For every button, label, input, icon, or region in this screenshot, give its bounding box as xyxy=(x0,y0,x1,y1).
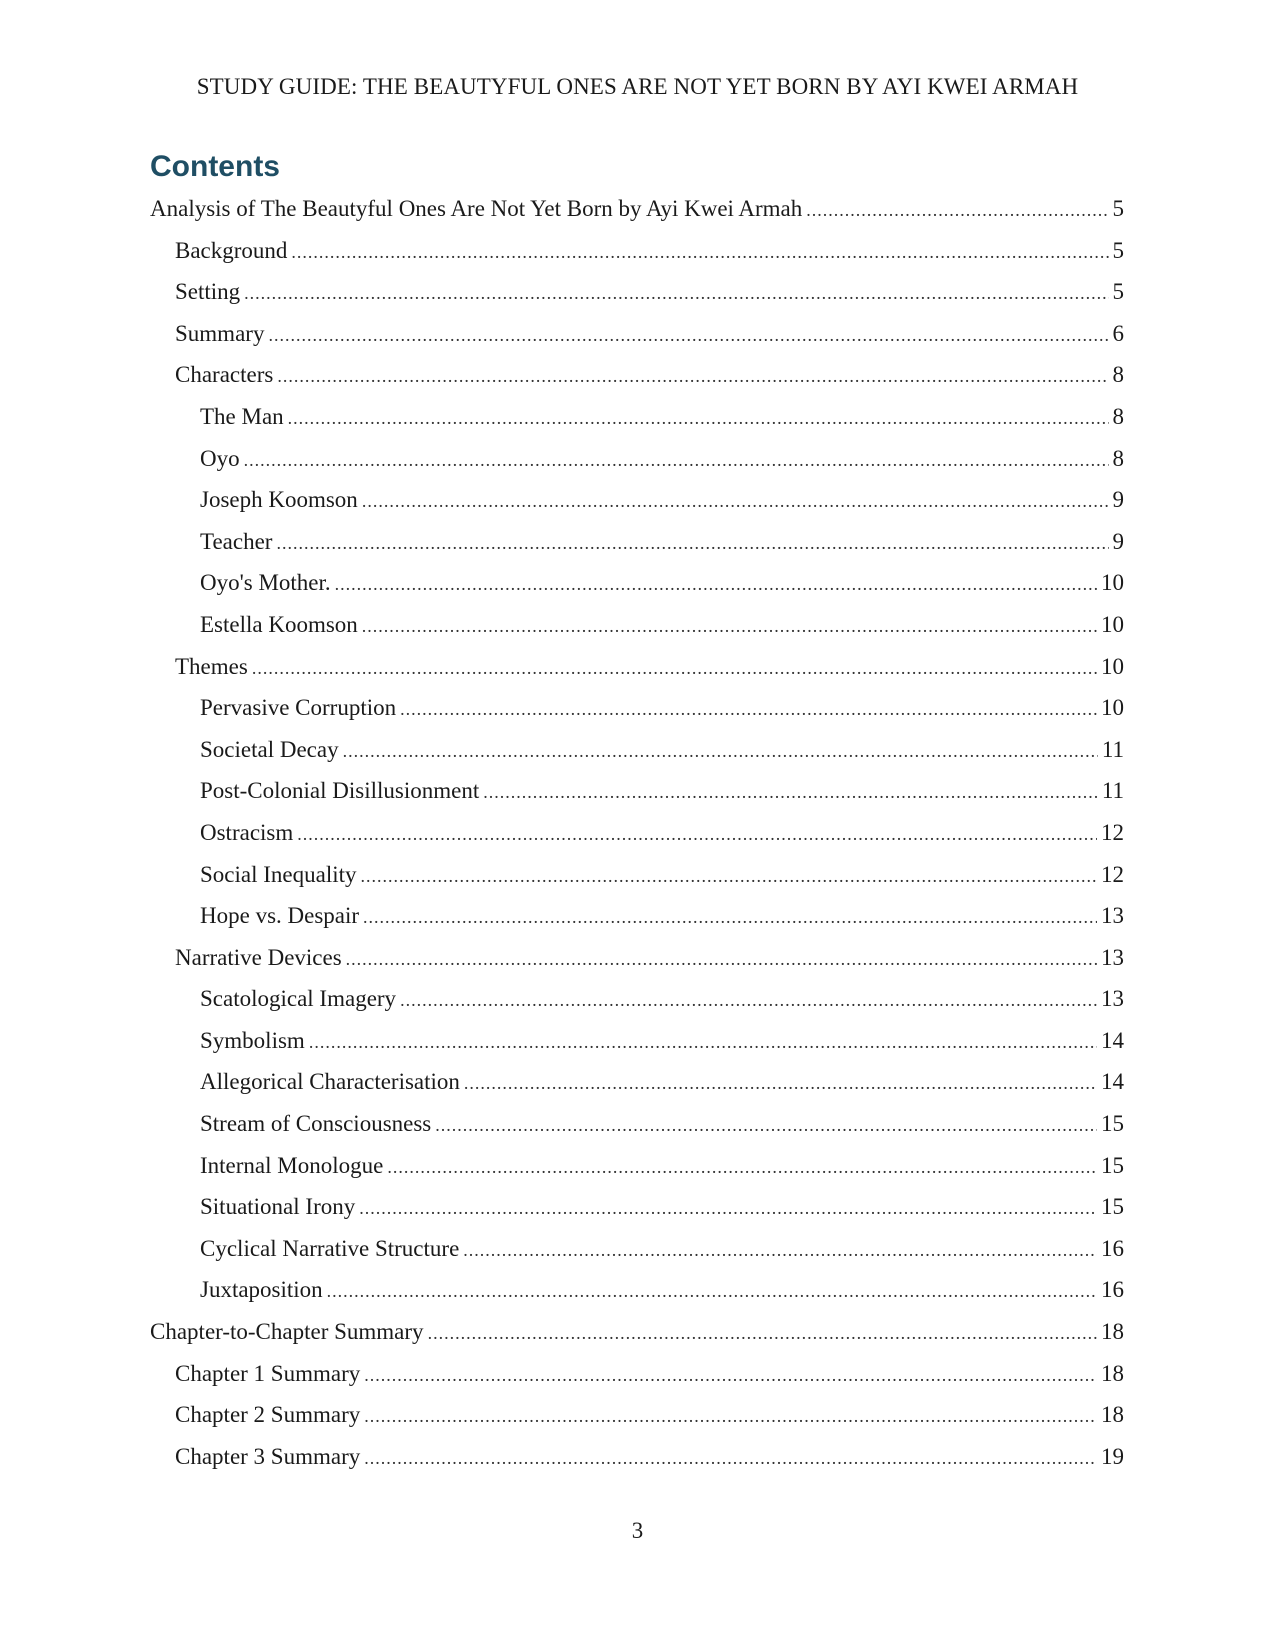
toc-entry-title: Allegorical Characterisation xyxy=(200,1069,460,1095)
toc-entry-page-number: 5 xyxy=(1112,196,1124,221)
toc-dot-leader xyxy=(291,232,1108,274)
toc-entry-page-number: 13 xyxy=(1101,944,1124,970)
toc-entry-title: Chapter 1 Summary xyxy=(175,1360,361,1386)
toc-entry-title: Post-Colonial Disillusionment xyxy=(200,778,480,804)
toc-dot-leader xyxy=(244,273,1108,315)
toc-entry-page-number: 14 xyxy=(1101,1027,1124,1053)
running-header: STUDY GUIDE: THE BEAUTYFUL ONES ARE NOT YET BORN BY AYI KWEI ARMAH xyxy=(196,74,1079,99)
toc-entry[interactable] xyxy=(150,521,1124,563)
toc-entry[interactable] xyxy=(150,1436,1124,1478)
toc-dot-leader xyxy=(335,564,1097,606)
toc-dot-leader xyxy=(268,315,1108,357)
toc-entry[interactable] xyxy=(150,895,1124,937)
toc-entry[interactable] xyxy=(150,1228,1124,1270)
toc-entry-title: Teacher xyxy=(200,528,273,554)
toc-entry-page-number: 10 xyxy=(1101,653,1124,679)
toc-entry[interactable] xyxy=(150,687,1124,729)
toc-dot-leader xyxy=(359,1188,1097,1230)
toc-dot-leader xyxy=(362,481,1109,523)
toc-entry-page-number: 5 xyxy=(1112,279,1124,305)
toc-entry-page-number: 18 xyxy=(1101,1319,1124,1345)
toc-entry-title: Situational Irony xyxy=(200,1194,356,1220)
toc-dot-leader xyxy=(297,814,1097,856)
toc-entry[interactable] xyxy=(150,313,1124,355)
toc-entry-page-number: 12 xyxy=(1101,819,1124,845)
toc-entry[interactable] xyxy=(150,978,1124,1020)
toc-entry-title: Background xyxy=(175,237,288,263)
toc-entry[interactable] xyxy=(150,1394,1124,1436)
toc-entry-title: Ostracism xyxy=(200,819,294,845)
toc-dot-leader xyxy=(364,1438,1097,1480)
toc-entry-title: Themes xyxy=(175,653,248,679)
toc-entry-page-number: 13 xyxy=(1101,903,1124,929)
toc-dot-leader xyxy=(362,606,1097,648)
toc-entry[interactable] xyxy=(150,479,1124,521)
toc-entry-title: Hope vs. Despair xyxy=(200,903,360,929)
toc-entry-page-number: 15 xyxy=(1101,1152,1124,1178)
toc-dot-leader xyxy=(252,648,1097,690)
toc-entry-title: Societal Decay xyxy=(200,736,339,762)
toc-entry-title: Social Inequality xyxy=(200,861,357,887)
toc-dot-leader xyxy=(346,939,1097,981)
table-of-contents xyxy=(150,188,1124,1477)
toc-entry-page-number: 18 xyxy=(1101,1360,1124,1386)
toc-entry[interactable] xyxy=(150,1061,1124,1103)
toc-entry-title: Chapter 2 Summary xyxy=(175,1402,361,1428)
toc-dot-leader xyxy=(387,1147,1097,1189)
toc-dot-leader xyxy=(364,1396,1097,1438)
toc-heading: Contents xyxy=(150,150,280,183)
toc-entry[interactable] xyxy=(150,271,1124,313)
toc-entry[interactable] xyxy=(150,1103,1124,1145)
toc-entry-page-number: 18 xyxy=(1101,1402,1124,1428)
toc-dot-leader xyxy=(400,689,1097,731)
toc-entry-title: The Man xyxy=(200,403,284,429)
toc-entry-page-number: 10 xyxy=(1101,695,1124,721)
toc-dot-leader xyxy=(400,980,1097,1022)
toc-entry-page-number: 11 xyxy=(1101,736,1124,762)
toc-entry-page-number: 8 xyxy=(1112,362,1124,388)
toc-dot-leader xyxy=(343,731,1098,773)
toc-dot-leader xyxy=(288,398,1109,440)
toc-entry-title: Pervasive Corruption xyxy=(200,695,397,721)
toc-dot-leader xyxy=(364,1355,1097,1397)
toc-entry-title: Scatological Imagery xyxy=(200,986,397,1012)
toc-entry[interactable] xyxy=(150,646,1124,688)
toc-dot-leader xyxy=(309,1022,1097,1064)
toc-entry-title: Joseph Koomson xyxy=(200,487,358,513)
toc-entry[interactable] xyxy=(150,1269,1124,1311)
toc-entry-page-number: 16 xyxy=(1101,1277,1124,1303)
toc-entry-title: Symbolism xyxy=(200,1027,305,1053)
toc-entry-page-number: 11 xyxy=(1101,778,1124,804)
toc-entry-title: Oyo xyxy=(200,445,240,471)
toc-entry-page-number: 5 xyxy=(1112,237,1124,263)
toc-entry[interactable] xyxy=(150,1311,1124,1353)
toc-dot-leader xyxy=(277,356,1108,398)
toc-entry-page-number: 8 xyxy=(1112,445,1124,471)
toc-entry-page-number: 13 xyxy=(1101,986,1124,1012)
toc-entry[interactable] xyxy=(150,188,1124,230)
toc-entry[interactable] xyxy=(150,396,1124,438)
toc-dot-leader xyxy=(463,1230,1097,1272)
toc-entry[interactable] xyxy=(150,438,1124,480)
toc-entry-page-number: 9 xyxy=(1112,487,1124,513)
toc-dot-leader xyxy=(244,440,1109,482)
toc-entry[interactable] xyxy=(150,562,1124,604)
toc-entry-page-number: 15 xyxy=(1101,1111,1124,1137)
toc-dot-leader xyxy=(435,1105,1097,1147)
toc-entry-title: Chapter-to-Chapter Summary xyxy=(150,1319,424,1345)
toc-entry-title: Internal Monologue xyxy=(200,1152,384,1178)
toc-entry-title: Juxtaposition xyxy=(200,1277,323,1303)
toc-entry-page-number: 9 xyxy=(1112,528,1124,554)
toc-entry-page-number: 19 xyxy=(1101,1443,1124,1469)
toc-entry[interactable] xyxy=(150,1145,1124,1187)
toc-entry-page-number: 12 xyxy=(1101,861,1124,887)
toc-entry-page-number: 16 xyxy=(1101,1235,1124,1261)
toc-entry[interactable] xyxy=(150,1020,1124,1062)
toc-dot-leader xyxy=(327,1271,1097,1313)
toc-entry-title: Characters xyxy=(175,362,274,388)
toc-dot-leader xyxy=(276,523,1108,565)
toc-dot-leader xyxy=(363,897,1097,939)
toc-entry[interactable] xyxy=(150,604,1124,646)
toc-entry-page-number: 6 xyxy=(1112,320,1124,346)
toc-entry-title: Estella Koomson xyxy=(200,611,358,637)
toc-dot-leader xyxy=(428,1313,1097,1355)
toc-entry[interactable] xyxy=(150,770,1124,812)
toc-entry-page-number: 8 xyxy=(1112,403,1124,429)
toc-entry-page-number: 14 xyxy=(1101,1069,1124,1095)
toc-entry-title: Chapter 3 Summary xyxy=(175,1443,361,1469)
toc-entry-title: Narrative Devices xyxy=(175,944,342,970)
toc-entry-page-number: 15 xyxy=(1101,1194,1124,1220)
toc-entry[interactable] xyxy=(150,1186,1124,1228)
toc-dot-leader xyxy=(361,856,1098,898)
toc-dot-leader xyxy=(483,772,1098,814)
toc-dot-leader xyxy=(806,190,1108,232)
toc-entry-title: Analysis of The Beautyful Ones Are Not Yet Born by Ayi Kwei Armah xyxy=(150,196,803,221)
toc-entry-title: Oyo's Mother. xyxy=(200,570,331,596)
toc-entry-title: Setting xyxy=(175,279,241,305)
toc-entry[interactable] xyxy=(150,854,1124,896)
toc-entry[interactable] xyxy=(150,937,1124,979)
toc-entry[interactable] xyxy=(150,354,1124,396)
toc-entry-page-number: 10 xyxy=(1101,570,1124,596)
toc-dot-leader xyxy=(464,1063,1097,1105)
toc-entry[interactable] xyxy=(150,812,1124,854)
toc-entry-title: Stream of Consciousness xyxy=(200,1111,432,1137)
toc-entry-title: Cyclical Narrative Structure xyxy=(200,1235,460,1261)
page-number: 3 xyxy=(631,1518,644,1543)
toc-entry[interactable] xyxy=(150,1353,1124,1395)
toc-entry[interactable] xyxy=(150,729,1124,771)
toc-entry[interactable] xyxy=(150,230,1124,272)
toc-entry-title: Summary xyxy=(175,320,265,346)
toc-entry-page-number: 10 xyxy=(1101,611,1124,637)
